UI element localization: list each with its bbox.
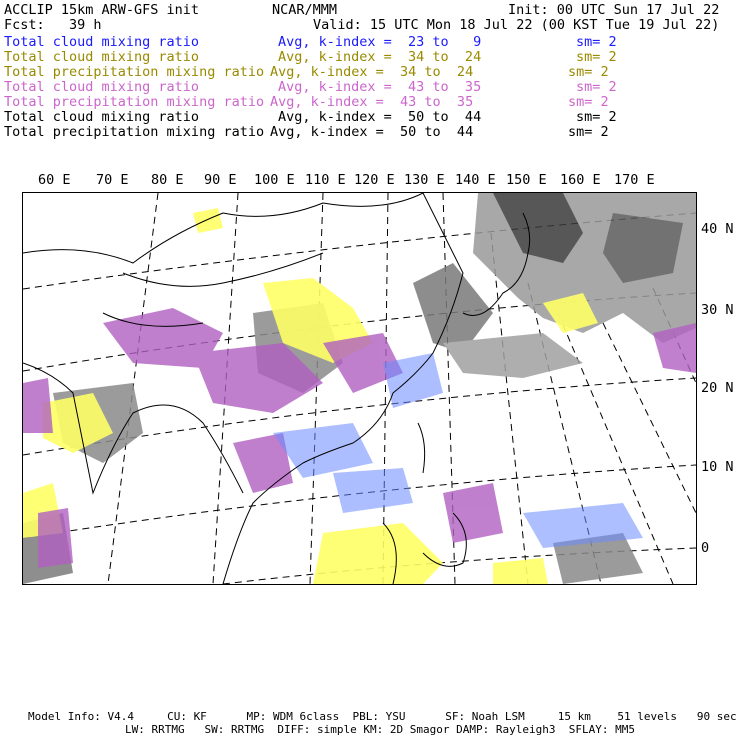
field-avg: Avg, k-index = 34 to 24 bbox=[270, 64, 474, 80]
init-time: Init: 00 UTC Sun 17 Jul 22 bbox=[508, 2, 720, 18]
map-panel bbox=[22, 192, 697, 585]
field-avg: Avg, k-index = 50 to 44 bbox=[278, 109, 482, 125]
lon-label: 100 E bbox=[254, 172, 295, 188]
field-avg: Avg, k-index = 43 to 35 bbox=[270, 94, 474, 110]
field-avg: Avg, k-index = 34 to 24 bbox=[278, 49, 482, 65]
lon-label: 90 E bbox=[204, 172, 237, 188]
field-avg: Avg, k-index = 43 to 35 bbox=[278, 79, 482, 95]
field-name: Total cloud mixing ratio bbox=[4, 34, 200, 50]
forecast-hour: Fcst: 39 h bbox=[4, 17, 102, 33]
field-sm: sm= 2 bbox=[568, 124, 609, 140]
field-sm: sm= 2 bbox=[568, 94, 609, 110]
field-sm: sm= 2 bbox=[576, 34, 617, 50]
field-avg: Avg, k-index = 50 to 44 bbox=[270, 124, 474, 140]
lat-label: 40 N bbox=[701, 221, 734, 237]
field-name: Total cloud mixing ratio bbox=[4, 49, 200, 65]
lon-label: 110 E bbox=[305, 172, 346, 188]
lon-label: 120 E bbox=[354, 172, 395, 188]
lon-label: 170 E bbox=[614, 172, 655, 188]
lon-label: 70 E bbox=[96, 172, 129, 188]
lon-label: 130 E bbox=[404, 172, 445, 188]
lon-label: 140 E bbox=[455, 172, 496, 188]
valid-time: Valid: 15 UTC Mon 18 Jul 22 (00 KST Tue 19 Jul 22) bbox=[313, 17, 720, 33]
lat-label: 20 N bbox=[701, 380, 734, 396]
org-label: NCAR/MMM bbox=[272, 2, 338, 18]
model-info: Model Info: V4.4 CU: KF MP: WDM 6class PBL: YSU SF: Noah LSM 15 km 51 levels 90 sec bbox=[28, 710, 737, 723]
lat-label: 30 N bbox=[701, 302, 734, 318]
field-avg: Avg, k-index = 23 to 9 bbox=[278, 34, 482, 50]
field-name: Total precipitation mixing ratio bbox=[4, 64, 265, 80]
field-name: Total cloud mixing ratio bbox=[4, 109, 200, 125]
field-name: Total cloud mixing ratio bbox=[4, 79, 200, 95]
lat-label: 0 bbox=[701, 540, 710, 556]
lon-label: 150 E bbox=[506, 172, 547, 188]
map-graphic bbox=[23, 193, 696, 584]
field-name: Total precipitation mixing ratio bbox=[4, 94, 265, 110]
lon-label: 160 E bbox=[560, 172, 601, 188]
model-physics: LW: RRTMG SW: RRTMG DIFF: simple KM: 2D Smagor DAMP: Rayleigh3 SFLAY: MM5 bbox=[125, 723, 635, 736]
lat-label: 10 N bbox=[701, 459, 734, 475]
field-sm: sm= 2 bbox=[576, 49, 617, 65]
field-name: Total precipitation mixing ratio bbox=[4, 124, 265, 140]
field-sm: sm= 2 bbox=[576, 109, 617, 125]
lon-label: 60 E bbox=[38, 172, 71, 188]
map-title: ACCLIP 15km ARW-GFS init bbox=[4, 2, 200, 18]
field-sm: sm= 2 bbox=[576, 79, 617, 95]
field-sm: sm= 2 bbox=[568, 64, 609, 80]
lon-label: 80 E bbox=[151, 172, 184, 188]
